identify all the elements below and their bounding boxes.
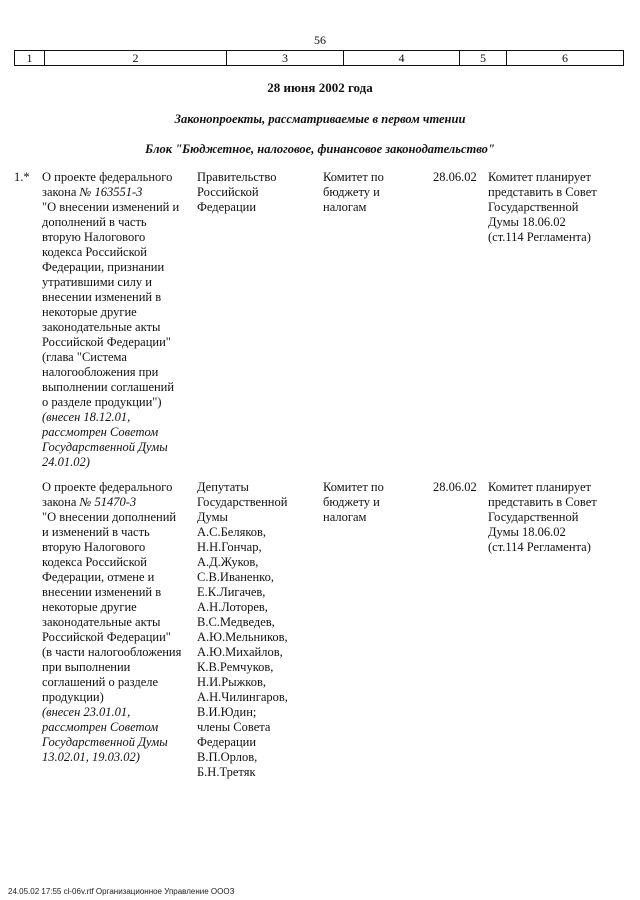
page-number: 56: [314, 33, 326, 47]
entry-date: 28.06.02: [433, 170, 477, 184]
column-header-3: 3: [227, 51, 344, 65]
column-header-4: 4: [344, 51, 460, 65]
date-heading: 28 июня 2002 года: [267, 80, 373, 95]
column-header-6: 6: [562, 51, 568, 65]
entry-law-number: № 163551-3: [79, 185, 143, 199]
entry-note: Комитет планирует представить в Совет Государственной Думы 18.06.02 (ст.114 Регламента): [488, 480, 597, 554]
entry-title-body: "О внесении дополнений и изменений в часть вторую Налогового кодекса Российской Федерации, отмене и внесении изменений в некоторые другие законодательные акты Российской Федерации" (в части налогообложения при выполнении соглашений о разделе продукции): [42, 510, 182, 704]
column-header-1: 1: [15, 51, 45, 65]
column-header-row: [14, 50, 624, 66]
entry-law-prefix: закона: [42, 185, 80, 199]
entry-note: Комитет планирует представить в Совет Государственной Думы 18.06.02 (ст.114 Регламента): [488, 170, 597, 244]
entry-date: 28.06.02: [433, 480, 477, 494]
entry-title-body: "О внесении изменений и дополнений в часть вторую Налогового кодекса Российской Федерации, признании утратившими силу и внесении изменений в некоторые другие законодательные акты Российской Федерации" (глава "Система налогообложения при выполнении соглашений о разделе продукции"): [42, 200, 180, 409]
column-header-2: 2: [45, 51, 227, 65]
entry-committee: Комитет по бюджету и налогам: [323, 480, 384, 524]
entry-law-number: № 51470-3: [79, 495, 137, 509]
entry-status: (внесен 23.01.01, рассмотрен Советом Государственной Думы 13.02.01, 19.03.02): [42, 705, 168, 764]
entry-number: 1.*: [14, 170, 30, 184]
page-footer: 24.05.02 17:55 cl-06v.rtf Организационное Управление ОООЗ: [8, 887, 235, 896]
entry-title-intro: О проекте федерального: [42, 170, 173, 184]
block-heading: Блок "Бюджетное, налоговое, финансовое законодательство": [145, 142, 495, 156]
entry-status: (внесен 18.12.01, рассмотрен Советом Государственной Думы 24.01.02): [42, 410, 168, 469]
section-heading: Законопроекты, рассматриваемые в первом чтении: [174, 112, 466, 126]
entry-title: [42, 170, 190, 470]
entry-title: [42, 480, 190, 765]
entry-title-intro: О проекте федерального: [42, 480, 173, 494]
entry-author: Правительство Российской Федерации: [197, 170, 277, 214]
entry-law-prefix: закона: [42, 495, 80, 509]
column-header-5: 5: [460, 51, 507, 65]
entry-committee: Комитет по бюджету и налогам: [323, 170, 384, 214]
entry-author: Депутаты Государственной Думы А.С.Беляков, Н.Н.Гончар, А.Д.Жуков, С.В.Иваненко, Е.К.Лигачев, А.Н.Лоторев, В.С.Медведев, А.Ю.Мельников, А.Ю.Михайлов, К.В.Ремчуков, Н.И.Рыжков, А.Н.Чилингаров, В.И.Юдин; члены Совета Федерации В.П.Орлов, Б.Н.Третяк: [197, 480, 288, 779]
